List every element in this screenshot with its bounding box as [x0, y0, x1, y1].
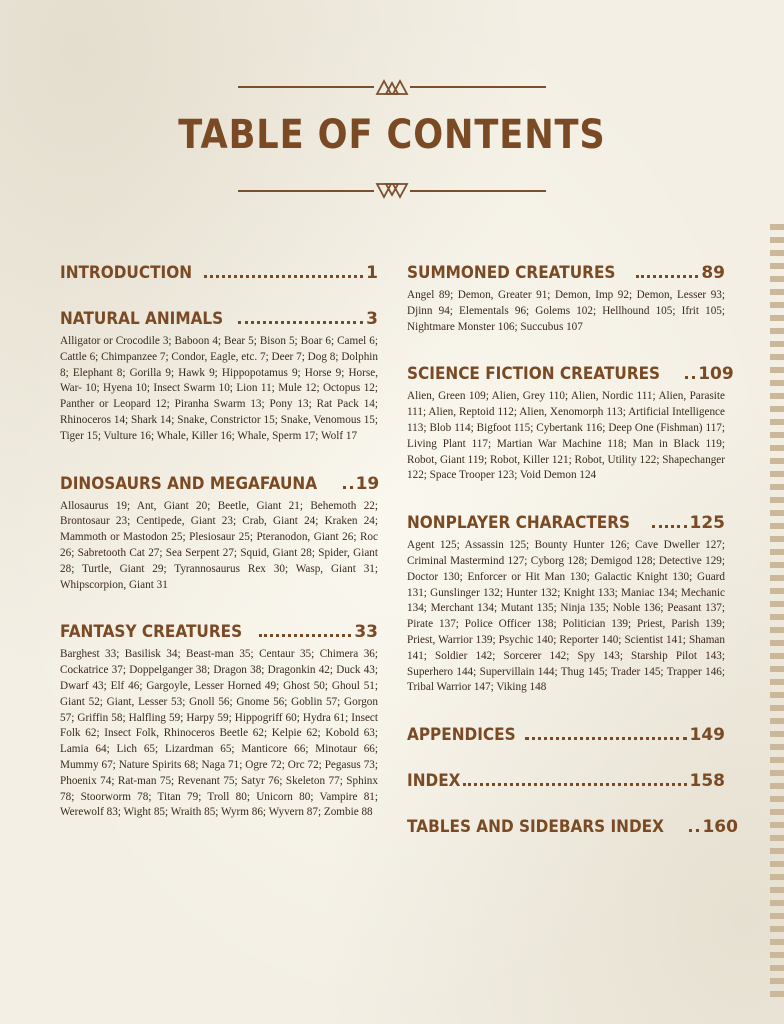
- section-title: NATURAL ANIMALS: [60, 309, 224, 329]
- toc-section: [407, 510, 725, 696]
- toc-section: [407, 260, 725, 335]
- toc-heading[interactable]: [407, 361, 734, 387]
- dot-leader: [685, 376, 695, 379]
- toc-section: [60, 306, 378, 445]
- section-title: NONPLAYER CHARACTERS: [407, 513, 631, 534]
- entry-list: Barghest 33; Basilisk 34; Beast-man 35; Centaur 35; Chimera 36; Cockatrice 37; Doppelganger 38; Dragon 38; Dragonkin 42; Duck 43; Dwarf 43; Elf 46; Gargoyle, Lesser Horned 49; Ghost 50; Ghoul 51; Giant 52; Giant, Lesser 53; Gnoll 56; Gnome 56; Goblin 57; Gorgon 57; Griffin 58; Halfling 59; Harpy 59; Hippogriff 60; Hydra 61; Insect Folk 62; Insect Folk, Rhinoceros Beetle 62; Kelpie 62; Kobold 63; Lamia 64; Lich 65; Lizardman 65; Manticore 66; Minotaur 66; Mummy 67; Nature Spirits 68; Naga 71; Ogre 72; Orc 72; Pegasus 73; Phoenix 74; Rat-man 75; Revenant 75; Satyr 76; Skeleton 77; Sphinx 78; Stoorworm 78; Titan 79; Troll 80; Unicorn 80; Vampire 81; Werewolf 83; Wight 85; Wraith 85; Wyrm 86; Wyvern 87; Zombie 88: [60, 648, 378, 819]
- dot-leader: [652, 525, 687, 528]
- entry-list: Alligator or Crocodile 3; Baboon 4; Bear 5; Bison 5; Boar 6; Camel 6; Cattle 6; Chimpanzee 7; Condor, Eagle, etc. 7; Deer 7; Dog 8; Dolphin 8; Elephant 8; Gorilla 9; Hawk 9; Hippopotamus 9; Horse 9; Horse, War- 10; Hyena 10; Insect Swarm 10; Lion 11; Mule 12; Octopus 12; Panther or Leopard 12; Piranha Swarm 13; Pony 13; Rat Pack 14; Rhinoceros 14; Shark 14; Snake, Constrictor 15; Snake, Venomous 15; Tiger 15; Vulture 16; Whale, Killer 16; Whale, Sperm 17; Wolf 17: [60, 335, 378, 442]
- page-number: 89: [701, 263, 725, 283]
- dot-leader: [259, 634, 351, 637]
- toc-heading[interactable]: [60, 619, 378, 645]
- section-title: INDEX: [407, 771, 461, 792]
- toc-section: [407, 768, 725, 794]
- toc-heading[interactable]: [407, 260, 725, 286]
- left-column: [60, 260, 378, 821]
- page-number: 125: [689, 513, 725, 534]
- entry-list: Agent 125; Assassin 125; Bounty Hunter 126; Cave Dweller 127; Criminal Mastermind 127; Cyborg 128; Demigod 128; Detective 129; Doctor 130; Enforcer or Hit Man 130; Galactic Knight 130; Guard 131; Gunslinger 132; Hunter 132; Knight 133; Maniac 134; Mechanic 134; Merchant 134; Mutant 135; Ninja 135; Noble 136; Peasant 137; Pirate 137; Police Officer 138; Politician 139; Priest, Parish 139; Priest, Warrior 139; Psychic 140; Reporter 140; Scientist 141; Shaman 141; Soldier 142; Sorcerer 142; Spy 143; Starship Pilot 143; Superhero 144; Supervillain 144; Thug 145; Trader 145; Trapper 146; Tribal Warrior 147; Viking 148: [407, 539, 725, 694]
- dot-leader: [463, 783, 686, 786]
- section-title: INTRODUCTION: [60, 263, 193, 283]
- toc-section: [60, 471, 378, 594]
- toc-section: [60, 619, 378, 821]
- toc-section: [407, 722, 725, 748]
- dot-leader: [636, 275, 699, 278]
- page-number: 109: [698, 364, 734, 385]
- toc-heading[interactable]: [407, 768, 725, 794]
- section-title: TABLES AND SIDEBARS INDEX: [407, 817, 664, 838]
- page-number: 19: [355, 473, 380, 494]
- section-title: SCIENCE FICTION CREATURES: [407, 364, 661, 385]
- toc-section: [407, 814, 738, 840]
- toc-heading[interactable]: [60, 260, 378, 286]
- page-edge-tabs: [770, 224, 784, 1004]
- dot-leader: [525, 737, 687, 740]
- right-column: [407, 260, 738, 840]
- entry-list: Angel 89; Demon, Greater 91; Demon, Imp 92; Demon, Lesser 93; Djinn 94; Elementals 96; Golems 102; Hellhound 105; Ifrit 105; Nightmare Monster 106; Succubus 107: [407, 289, 725, 333]
- page-number: 1: [366, 263, 378, 283]
- toc-heading[interactable]: [407, 510, 725, 536]
- page-number: 160: [702, 817, 738, 838]
- dot-leader: [689, 829, 699, 832]
- dot-leader: [343, 486, 353, 489]
- page-number: 33: [354, 622, 378, 643]
- page-number: 3: [366, 309, 378, 329]
- toc-heading[interactable]: [60, 471, 378, 497]
- dot-leader: [238, 321, 363, 324]
- section-title: FANTASY CREATURES: [60, 622, 243, 643]
- entry-list: Alien, Green 109; Alien, Grey 110; Alien, Nordic 111; Alien, Parasite 111; Alien, Reptoid 112; Alien, Xenomorph 113; Artificial Intelligence 113; Blob 114; Bigfoot 115; Cybertank 116; Deep One (Fishman) 117; Living Plant 117; Martian War Machine 118; Man in Black 119; Robot, Giant 119; Robot, Killer 121; Robot, Utility 122; Shapechanger 122; Space Trooper 123; Void Demon 124: [407, 390, 725, 482]
- top-ornament: [238, 78, 546, 96]
- entry-list: Allosaurus 19; Ant, Giant 20; Beetle, Giant 21; Behemoth 22; Brontosaur 23; Centipede, Giant 23; Crab, Giant 24; Kraken 24; Mammoth or Mastodon 25; Plesiosaur 25; Pteranodon, Giant 26; Roc 26; Sabretooth Cat 27; Sea Serpent 27; Squid, Giant 28; Spider, Giant 28; Turtle, Giant 29; Tyrannosaurus Rex 30; Wasp, Giant 31; Whipscorpion, Giant 31: [60, 499, 378, 591]
- section-title: APPENDICES: [407, 725, 516, 746]
- toc-heading[interactable]: [407, 814, 738, 840]
- page-title: TABLE OF CONTENTS: [178, 112, 606, 158]
- dot-leader: [204, 275, 363, 278]
- bottom-ornament: [238, 182, 546, 200]
- section-title: DINOSAURS AND MEGAFAUNA: [60, 473, 318, 494]
- toc-heading[interactable]: [407, 722, 725, 748]
- page-number: 158: [689, 771, 725, 792]
- toc-section: [60, 260, 378, 286]
- toc-heading[interactable]: [60, 306, 378, 332]
- page-number: 149: [689, 725, 725, 746]
- toc-section: [407, 361, 734, 484]
- section-title: SUMMONED CREATURES: [407, 263, 616, 283]
